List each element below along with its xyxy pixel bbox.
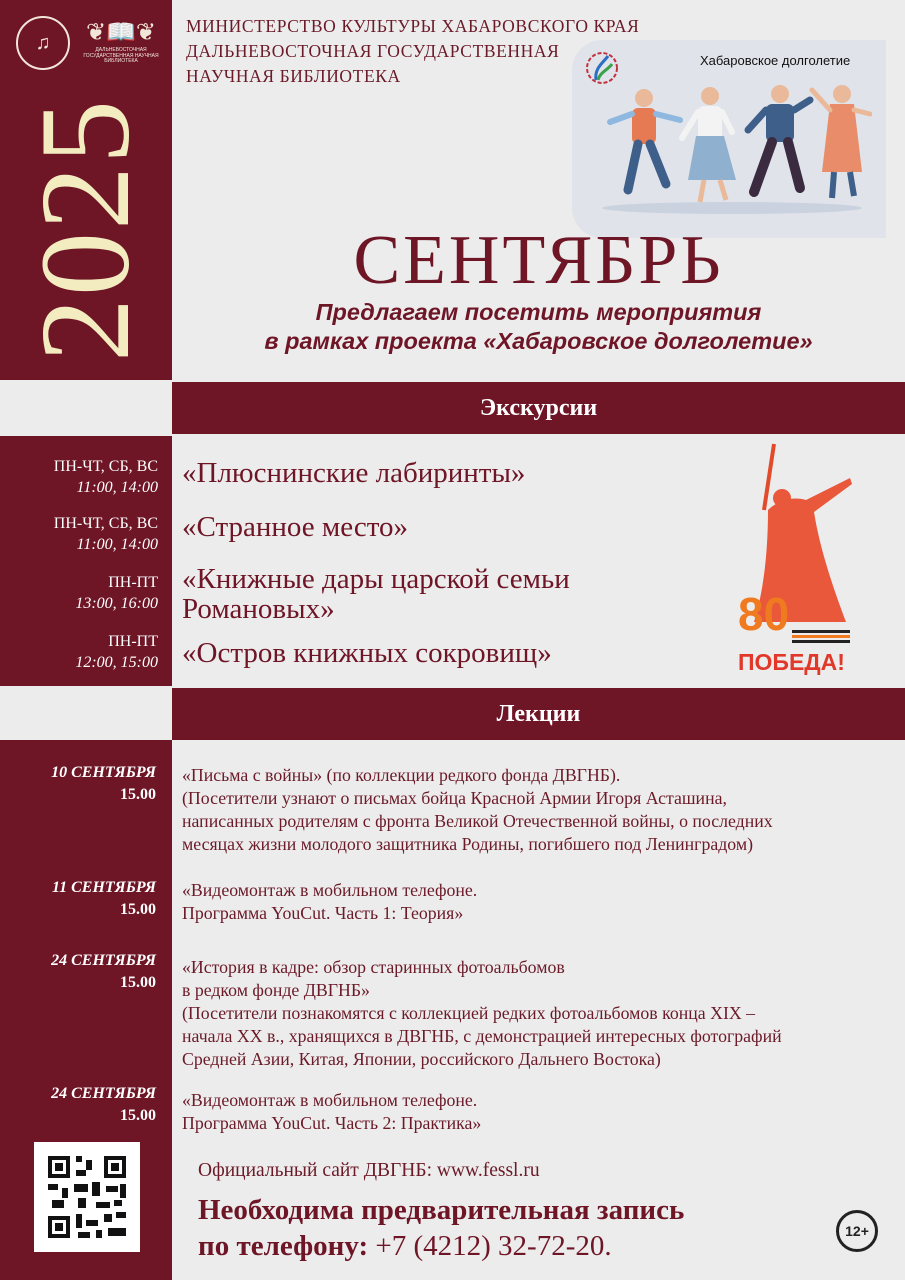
registration-note: Необходима предварительная запись по телефону: +7 (4212) 32-72-20. — [198, 1194, 685, 1262]
excursion-schedule: ПН-ПТ 12:00, 15:00 — [75, 633, 158, 671]
lecture-description: «Письма с войны» (по коллекции редкого фонда ДВГНБ). (Посетители узнают о письмах бойца Красной Армии Игоря Асташина, написанных родителям с фронта Великой Отечественной войны, о последних месяцах жизни молодого защитника Родины, погибшего под Ленинградом) — [182, 765, 773, 854]
lecture-description: «Видеомонтаж в мобильном телефоне. Программа YouCut. Часть 1: Теория» — [182, 880, 478, 923]
official-site: Официальный сайт ДВГНБ: www.fessl.ru — [198, 1160, 540, 1181]
excursion-title: «Плюснинские лабиринты» — [182, 457, 526, 489]
excursion-title: «Книжные дары царской семьи Романовых» — [182, 563, 570, 625]
excursions-heading: Экскурсии — [172, 382, 905, 434]
dancing-seniors-illustration — [592, 80, 872, 230]
subtitle: Предлагаем посетить мероприятия в рамках проекта «Хабаровское долголетие» — [264, 299, 813, 354]
logo-caption: ДАЛЬНЕВОСТОЧНАЯ ГОСУДАРСТВЕННАЯ НАУЧНАЯ БИБЛИОТЕКА — [83, 47, 159, 65]
library-logo-icon: ❦📖❦ ДАЛЬНЕВОСТОЧНАЯ ГОСУДАРСТВЕННАЯ НАУЧНАЯ БИБЛИОТЕКА — [78, 16, 164, 70]
lecture-description: «История в кадре: обзор старинных фотоальбомов в редком фонде ДВГНБ» (Посетители познакомятся с коллекцией редких фотоальбомов конца XIX – начала XX в., хранящихся в ДВГНБ, с демонстрацией интересных фотографий Средней Азии, Китая, Японии, российского Дальнего Востока) — [182, 957, 782, 1069]
victory-80-emblem-icon — [734, 440, 858, 676]
excursion-schedule: ПН-ЧТ, СБ, ВС 11:00, 14:00 — [53, 458, 158, 496]
victory-word: ПОБЕДА! — [738, 649, 845, 675]
excursion-schedule: ПН-ЧТ, СБ, ВС 11:00, 14:00 — [53, 515, 158, 553]
qr-code-icon[interactable] — [34, 1142, 140, 1252]
age-rating-badge: 12+ — [836, 1210, 878, 1252]
library-emblem-icon: ♫ — [16, 16, 70, 70]
ministry-header: МИНИСТЕРСТВО КУЛЬТУРЫ ХАБАРОВСКОГО КРАЯ ДАЛЬНЕВОСТОЧНАЯ ГОСУДАРСТВЕННАЯ НАУЧНАЯ БИБЛИОТЕКА — [186, 16, 640, 86]
excursion-schedule: ПН-ПТ 13:00, 16:00 — [75, 574, 158, 612]
excursion-title: «Странное место» — [182, 511, 408, 543]
excursion-title: «Остров книжных сокровищ» — [182, 637, 552, 669]
lecture-date: 11 СЕНТЯБРЯ 15.00 — [51, 879, 156, 918]
logos — [16, 16, 164, 70]
lecture-date: 24 СЕНТЯБРЯ 15.00 — [51, 1085, 156, 1124]
project-badge-title: Хабаровское долголетие — [700, 53, 851, 68]
year-vertical: 2025 — [14, 98, 156, 362]
phone-number[interactable]: +7 (4212) 32-72-20. — [375, 1230, 612, 1262]
month-title: СЕНТЯБРЬ — [353, 222, 724, 299]
project-badge — [572, 40, 886, 238]
lecture-description: «Видеомонтаж в мобильном телефоне. Программа YouCut. Часть 2: Практика» — [182, 1090, 482, 1133]
victory-number: 80 — [738, 588, 790, 640]
lectures-heading: Лекции — [172, 688, 905, 740]
lecture-date: 24 СЕНТЯБРЯ 15.00 — [51, 952, 156, 991]
left-year-panel — [0, 0, 172, 380]
lecture-date: 10 СЕНТЯБРЯ 15.00 — [51, 764, 156, 803]
